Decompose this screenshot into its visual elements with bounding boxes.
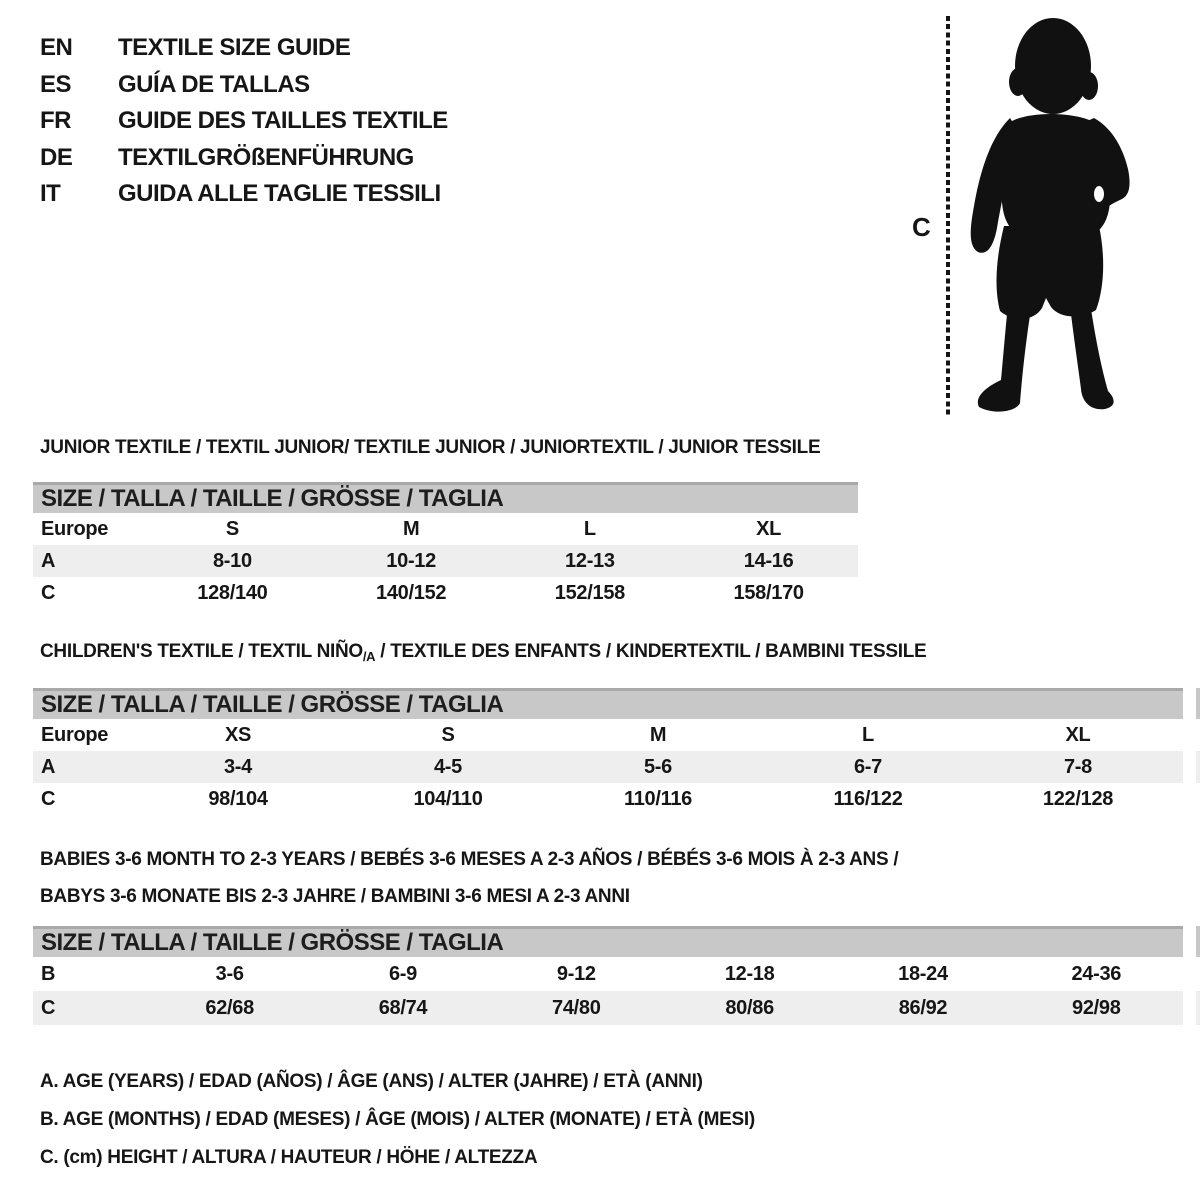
babies-row-height — [33, 991, 1183, 1025]
measurement-legend — [40, 1063, 755, 1177]
lang-row-it — [40, 176, 448, 213]
junior-age-xl: 14-16 — [743, 549, 794, 572]
children-section-title — [40, 641, 926, 664]
junior-size-xl: XL — [756, 517, 782, 540]
children-size-l: L — [862, 723, 874, 746]
children-size-s: S — [441, 723, 455, 746]
babies-months-6: 24-36 — [1071, 962, 1122, 985]
toddler-silhouette-image — [958, 14, 1138, 419]
babies-title-line2: BABYS 3-6 MONATE BIS 2-3 JAHRE / BAMBINI 3-6 MESI A 2-3 ANNI — [40, 886, 630, 907]
lang-row-es — [40, 67, 448, 104]
children-size-xs: XS — [224, 723, 252, 746]
junior-height-s: 128/140 — [197, 581, 268, 604]
lang-title-es: GUÍA DE TALLAS — [118, 70, 310, 98]
junior-height-m: 140/152 — [376, 581, 447, 604]
legend-line-b: B. AGE (MONTHS) / EDAD (MESES) / ÂGE (MOIS) / ALTER (MONATE) / ETÀ (MESI) — [40, 1109, 755, 1130]
junior-size-table — [33, 482, 858, 609]
babies-height-4: 80/86 — [725, 996, 774, 1019]
babies-months-4: 12-18 — [724, 962, 775, 985]
junior-height-l: 152/158 — [554, 581, 625, 604]
junior-age-l: 12-13 — [565, 549, 615, 572]
junior-size-s: S — [225, 517, 239, 540]
language-title-block — [40, 30, 448, 213]
lang-code-en: EN — [40, 34, 73, 62]
cropped-header-bar-sliver-babies — [1196, 926, 1200, 957]
children-age-xl: 7-8 — [1063, 755, 1092, 778]
babies-height-5: 86/92 — [898, 996, 948, 1019]
junior-section-title: JUNIOR TEXTILE / TEXTIL JUNIOR/ TEXTILE JUNIOR / JUNIORTEXTIL / JUNIOR TESSILE — [40, 437, 821, 458]
junior-row-age-label: A — [41, 549, 56, 572]
babies-title-line1: BABIES 3-6 MONTH TO 2-3 YEARS / BEBÉS 3-6 MESES A 2-3 AÑOS / BÉBÉS 3-6 MOIS À 2-3 ANS / — [40, 849, 899, 870]
children-table-header-bar: SIZE / TALLA / TAILLE / GRÖSSE / TAGLIA — [33, 688, 1183, 719]
children-height-s: 104/110 — [413, 787, 483, 810]
cropped-header-bar-sliver-children — [1196, 688, 1200, 719]
children-row-height-label: C — [41, 787, 56, 810]
lang-code-fr: FR — [40, 107, 71, 135]
lang-title-it: GUIDA ALLE TAGLIE TESSILI — [118, 180, 441, 208]
children-height-xl: 122/128 — [1042, 787, 1114, 810]
babies-months-3: 9-12 — [556, 962, 596, 985]
babies-height-1: 62/68 — [205, 996, 254, 1019]
legend-line-c: C. (cm) HEIGHT / ALTURA / HAUTEUR / HÖHE / ALTEZZA — [40, 1147, 538, 1168]
junior-age-s: 8-10 — [212, 549, 252, 572]
children-row-age — [33, 751, 1183, 783]
babies-row-height-label: C — [41, 996, 56, 1019]
lang-code-it: IT — [40, 180, 61, 208]
children-row-height — [33, 783, 1183, 815]
children-title-post: / TEXTILE DES ENFANTS / KINDERTEXTIL / BAMBINI TESSILE — [375, 641, 927, 662]
lang-title-en: TEXTILE SIZE GUIDE — [118, 34, 351, 62]
children-row-europe-label: Europe — [41, 723, 109, 746]
junior-size-l: L — [583, 517, 596, 540]
cropped-shaded-row-sliver-children — [1196, 751, 1200, 783]
lang-row-en — [40, 30, 448, 67]
lang-title-fr: GUIDE DES TAILLES TEXTILE — [118, 107, 448, 135]
legend-line-a: A. AGE (YEARS) / EDAD (AÑOS) / ÂGE (ANS) / ALTER (JAHRE) / ETÀ (ANNI) — [40, 1071, 703, 1092]
lang-title-de: TEXTILGRÖßENFÜHRUNG — [118, 143, 414, 171]
junior-age-m: 10-12 — [386, 549, 436, 572]
lang-code-de: DE — [40, 143, 73, 171]
junior-row-europe — [33, 513, 858, 545]
junior-row-height-label: C — [41, 581, 56, 604]
junior-table-header-bar: SIZE / TALLA / TAILLE / GRÖSSE / TAGLIA — [33, 482, 858, 513]
children-row-age-label: A — [41, 755, 56, 778]
children-age-l: 6-7 — [853, 755, 882, 778]
babies-row-months — [33, 957, 1183, 991]
babies-months-2: 6-9 — [388, 962, 417, 985]
babies-table-header-bar: SIZE / TALLA / TAILLE / GRÖSSE / TAGLIA — [33, 926, 1183, 957]
children-height-xs: 98/104 — [208, 787, 268, 810]
children-size-m: M — [649, 723, 667, 746]
children-age-xs: 3-4 — [223, 755, 252, 778]
junior-height-xl: 158/170 — [733, 581, 804, 604]
lang-row-fr — [40, 103, 448, 140]
babies-row-months-label: B — [41, 962, 56, 985]
babies-months-5: 18-24 — [898, 962, 948, 985]
babies-height-3: 74/80 — [552, 996, 601, 1019]
children-height-l: 116/122 — [833, 787, 903, 810]
children-age-m: 5-6 — [643, 755, 672, 778]
children-size-xl: XL — [1065, 723, 1091, 746]
cropped-shaded-row-sliver-babies — [1196, 991, 1200, 1025]
children-title-pre: CHILDREN'S TEXTILE / TEXTIL NIÑO — [40, 641, 363, 662]
lang-row-de — [40, 140, 448, 177]
junior-row-age — [33, 545, 858, 577]
junior-row-europe-label: Europe — [41, 517, 109, 540]
children-row-europe — [33, 719, 1183, 751]
babies-size-table — [33, 926, 1183, 1025]
children-size-table — [33, 688, 1183, 815]
babies-section-title — [40, 841, 898, 915]
babies-height-6: 92/98 — [1072, 996, 1121, 1019]
height-measure-dashed-line — [946, 16, 950, 416]
junior-size-m: M — [402, 517, 420, 540]
junior-row-height — [33, 577, 858, 609]
children-height-m: 110/116 — [624, 787, 692, 810]
babies-height-2: 68/74 — [378, 996, 428, 1019]
children-age-s: 4-5 — [433, 755, 462, 778]
height-measure-label: C — [912, 212, 931, 242]
lang-code-es: ES — [40, 70, 72, 98]
babies-months-1: 3-6 — [215, 962, 244, 985]
children-title-subscript: /A — [362, 649, 376, 664]
